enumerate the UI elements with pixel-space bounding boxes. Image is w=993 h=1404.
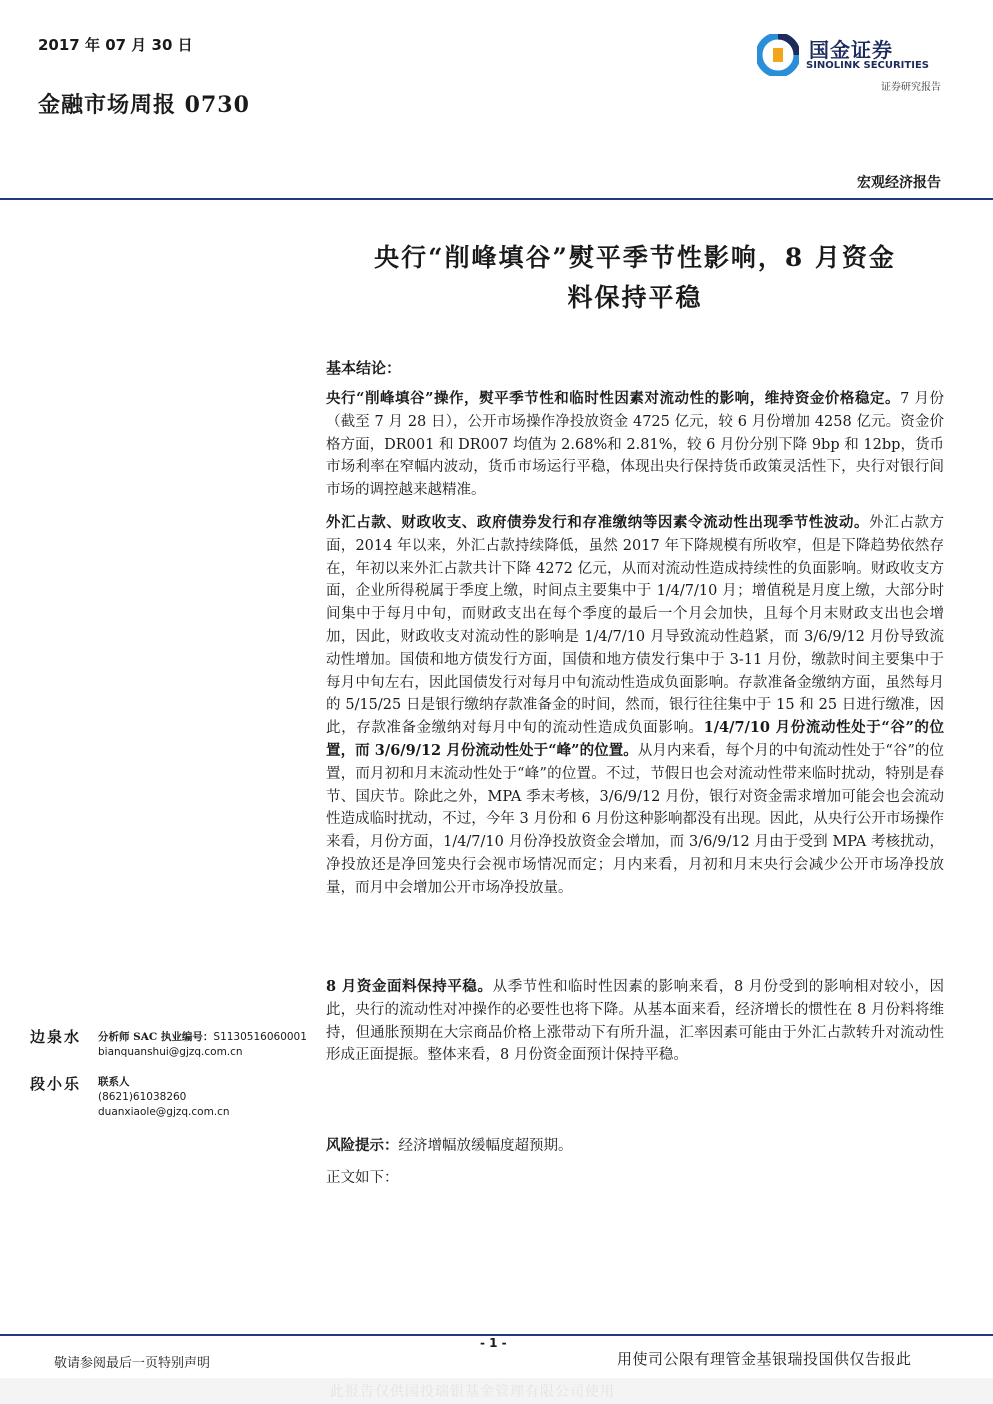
contact-role: 联系人 [98,1076,130,1088]
report-date: 2017 年 07 月 30 日 [38,36,193,54]
report-headline [326,238,944,318]
paragraph-1-text: 7 月份（截至 7 月 28 日），公开市场操作净投放资金 4725 亿元，较 6 月份增加 4258 亿元。资金价格方面，DR001 和 DR007 均值为 2.68%和 2.81%，较 6 月份分别下降 9bp 和 12bp，货币市场利率在窄幅内波动，货币市场运行平稳，体现出央行保持货币政策灵活性下，央行对银行间市场的调控越来越精准。 [326,391,944,499]
analyst-sac-id: S1130516060001 [213,1031,307,1043]
headline-line-2: 料保持平稳 [567,283,703,312]
paragraph-1-lead: 央行“削峰填谷”操作，熨平季节性和临时性因素对流动性的影响，维持资金价格稳定。 [326,390,901,407]
header-divider [0,198,993,200]
analyst-name: 边泉水 [30,1028,82,1046]
sinolink-logo-icon [757,34,799,76]
body-intro: 正文如下： [326,1170,399,1186]
contact-info [98,1075,230,1120]
analyst-credential [98,1030,307,1045]
risk-text: 经济增幅放缓幅度超预期。 [398,1138,573,1154]
summary-paragraph-3 [326,976,944,1067]
watermark-text: 此报告仅供国投瑞银基金管理有限公司使用 [330,1384,615,1400]
paragraph-3-lead: 8 月资金面料保持平稳。 [326,978,493,995]
paragraph-2-text-2: 从月内来看，每个月的中旬流动性处于“谷”的位置，而月初和月末流动性处于“峰”的位置。不过，节假日也会对流动性带来临时扰动，特别是春节、国庆节。除此之外，MPA 季末考核，3/6/9/12 月份，银行对资金需求增加可能会也会流动性造成临时扰动，不过，今年 3 月份和 6 月份这种影响都没有出现。因此，从央行公开市场操作来看，月份方面，1/4/7/10 月份净投放资金会增加，而 3/6/9/12 月由于受到 MPA 考核扰动，净投放还是净回笼央行会视市场情况而定；月内来看，月初和月末央行会减少公开市场净投放量，而月中会增加公开市场净投放量。 [326,742,944,896]
contact-email[interactable]: duanxiaole@gjzq.com.cn [98,1106,230,1118]
analyst-email[interactable]: bianquanshui@gjzq.com.cn [98,1046,243,1058]
summary-paragraph-2 [326,512,944,900]
analyst-info [98,1030,307,1060]
logo-subtitle: 证券研究报告 [881,82,941,93]
company-logo [753,30,941,94]
paragraph-2-text-1: 外汇占款方面，2014 年以来，外汇占款持续降低，虽然 2017 年下降规模有所收窄，但是下降趋势依然存在，年初以来外汇占款共计下降 4272 亿元，从而对流动性造成持续性的负面影响。财政收支方面，企业所得税属于季度上缴，时间点主要集中于 1/4/7/10 月；增值税是月度上缴，大部分时间集中于每月中旬，而财政支出在每个季度的最后一个月会加快，且每个月末财政支出也会增加，因此，财政收支对流动性的影响是 1/4/7/10 月导致流动性趋紧，而 3/6/9/12 月份导致流动性增加。国债和地方债发行方面，国债和地方债发行集中于 3-11 月份，缴款时间主要集中于每月中旬左右，因此国债发行对每月中旬流动性造成负面影响。存款准备金缴纳方面，虽然每月的 5/15/25 日是银行缴纳存款准备金的时间，然而，银行往往集中于 15 和 25 日进行缴准，因此，存款准备金缴纳对每月中旬的流动性造成负面影响。 [326,515,945,737]
contact-phone: (8621)61038260 [98,1091,187,1103]
risk-warning [326,1134,573,1155]
paragraph-2-highlight: 1/4/7/10 月份流动性处于“谷”的位置，而 3/6/9/12 月份流动性处于“峰”的位置。 [326,719,945,759]
analyst-role: 分析师 SAC 执业编号： [98,1031,214,1043]
summary-paragraph-1 [326,388,944,502]
headline-line-1: 央行“削峰填谷”熨平季节性影响，8 月资金 [374,243,896,272]
logo-name-en: SINOLINK SECURITIES [806,60,929,71]
report-category: 宏观经济报告 [857,175,941,191]
footer-usage-note: 用使司公限有理管金基银瑞投国供仅告报此 [617,1350,912,1368]
summary-heading: 基本结论： [326,359,402,377]
logo-name-cn: 国金证券 [809,38,893,62]
report-name: 金融市场周报 0730 [38,92,250,118]
paragraph-2-lead: 外汇占款、财政收支、政府债券发行和存准缴纳等因素令流动性出现季节性波动。 [326,514,870,531]
footer-disclaimer: 敬请参阅最后一页特别声明 [54,1356,211,1371]
contact-name: 段小乐 [30,1075,82,1093]
page-number: - 1 - [480,1336,507,1350]
paragraph-3-text: 从季节性和临时性因素的影响来看，8 月份受到的影响相对较小，因此，央行的流动性对冲操作的必要性也将下降。从基本面来看，经济增长的惯性在 8 月份料将维持，但通胀预期在大宗商品价格上涨带动下有所升温，汇率因素可能由于外汇占款转升对流动性形成正面提振。整体来看，8 月份资金面预计保持平稳。 [326,979,944,1064]
risk-label: 风险提示： [326,1137,399,1154]
